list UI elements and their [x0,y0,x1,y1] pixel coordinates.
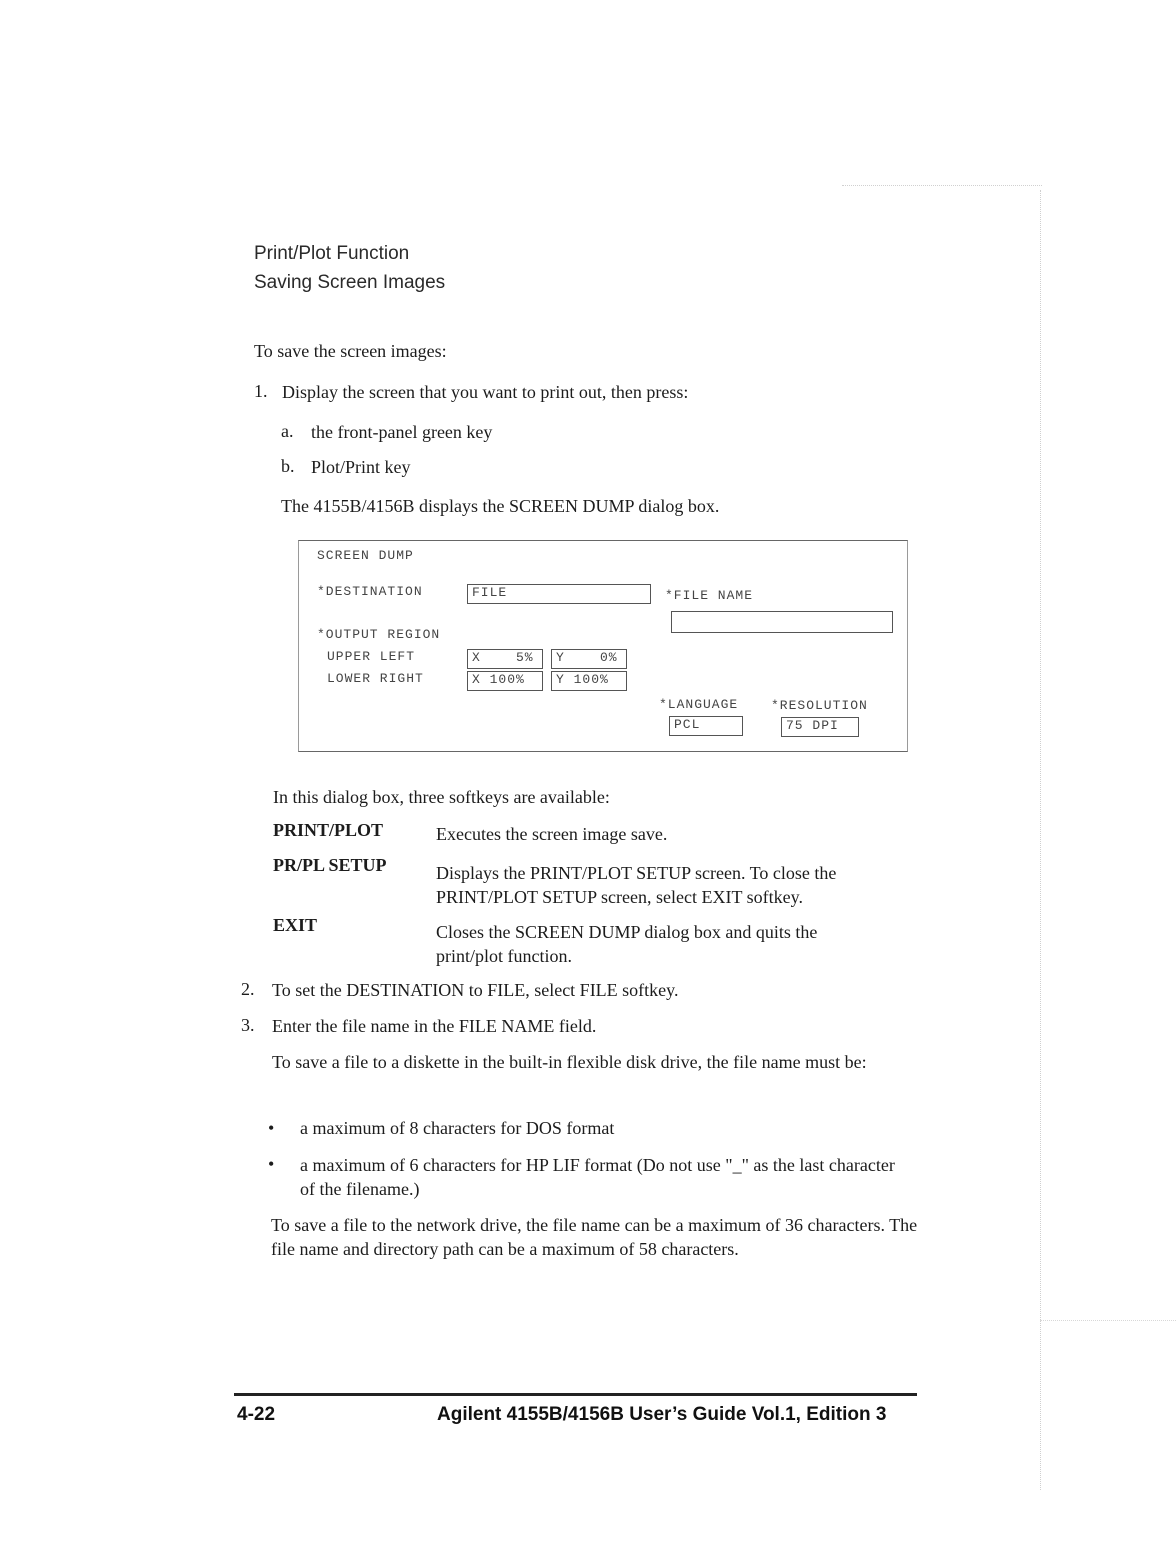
softkey-term: PR/PL SETUP [273,855,387,875]
step-text: Display the screen that you want to print out, then press: [282,382,689,402]
destination-label: *DESTINATION [317,584,423,599]
subsection-title: Saving Screen Images [254,272,446,293]
bullet-marker: • [268,1154,275,1174]
destination-field[interactable]: FILE [467,584,651,604]
screen-dump-dialog [298,540,908,752]
substep-label: b. [281,456,295,476]
page-number: 4-22 [237,1404,276,1425]
softkeys-intro: In this dialog box, three softkeys are available: [273,787,610,807]
bullet-text: a maximum of 8 characters for DOS format [300,1118,615,1138]
scan-edge-dots-mid [1040,1320,1176,1321]
dialog-title: SCREEN DUMP [317,548,414,563]
softkey-description: Executes the screen image save. [436,824,668,844]
step-text: To set the DESTINATION to FILE, select FILE softkey. [272,980,679,1000]
resolution-field[interactable]: 75 DPI [781,717,859,737]
step-number: 3. [241,1015,255,1035]
section-title: Print/Plot Function [254,243,410,264]
substep-text: the front-panel green key [311,422,493,442]
language-label: *LANGUAGE [659,697,739,712]
output-region-label: *OUTPUT REGION [317,627,441,642]
softkey-term: PRINT/PLOT [273,820,384,840]
substep-text: Plot/Print key [311,457,411,477]
lower-right-y-field[interactable]: Y 100% [551,671,627,691]
step-number: 2. [241,979,255,999]
language-field[interactable]: PCL [669,716,743,736]
resolution-label: *RESOLUTION [771,698,868,713]
network-note: To save a file to the network drive, the file name can be a maximum of 36 characters. The file name and directory path can be a maximum of 58 characters. [271,1215,918,1259]
diskette-note: To save a file to a diskette in the built-in flexible disk drive, the file name must be: [272,1052,867,1072]
step-number: 1. [254,381,268,401]
scan-edge-dots-top [842,185,1042,186]
file-name-field[interactable] [671,611,893,633]
substep-label: a. [281,421,294,441]
file-name-label: *FILE NAME [665,588,754,603]
lower-right-label: LOWER RIGHT [327,671,424,686]
softkey-term: EXIT [273,915,318,935]
upper-left-y-field[interactable]: Y 0% [551,649,627,669]
footer-title: Agilent 4155B/4156B User’s Guide Vol.1, Edition 3 [437,1404,887,1425]
lower-right-x-field[interactable]: X 100% [467,671,543,691]
footer-rule [234,1393,917,1396]
intro-text: To save the screen images: [254,341,447,361]
softkey-description: Displays the PRINT/PLOT SETUP screen. To close the PRINT/PLOT SETUP screen, select EXIT softkey. [436,863,837,907]
softkey-description: Closes the SCREEN DUMP dialog box and quits the print/plot function. [436,922,818,966]
scan-edge-line [1040,190,1041,1490]
step-followup-text: The 4155B/4156B displays the SCREEN DUMP dialog box. [281,496,720,516]
bullet-text: a maximum of 6 characters for HP LIF format (Do not use "_" as the last character of the filename.) [300,1155,895,1199]
step-text: Enter the file name in the FILE NAME field. [272,1016,597,1036]
bullet-marker: • [268,1118,275,1138]
upper-left-x-field[interactable]: X 5% [467,649,543,669]
upper-left-label: UPPER LEFT [327,649,416,664]
